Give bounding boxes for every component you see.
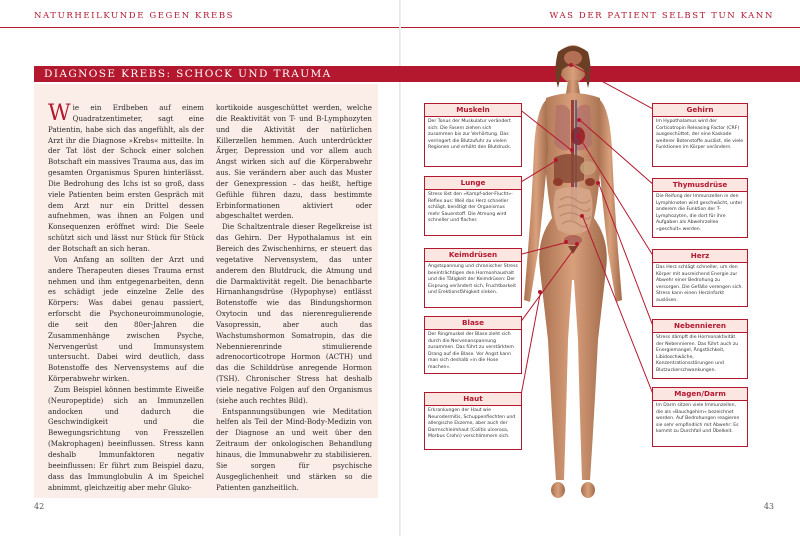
infobox-title: Herz [653,250,747,263]
chapter-banner [34,66,800,82]
running-head-right: WAS DER PATIENT SELBST TUN KANN [549,11,774,21]
infobox-blase [424,316,522,374]
paragraph-4: kortikoide ausgeschüttet werden, welche die Reaktivität von T- und B-Lymphozyten und die Aktivität der natürlichen Killerzellen hemmen. Auch unterdrückter Ärger, Depression und vor allem auch Angst wirken sich auf die Körperabwehr aus. Sie verändern aber auch das Muster der Genexpression – das heißt, heftige Gefühle führen dazu, dass bestimmte Erbinformationen aktiviert oder abgeschaltet werden. [216,103,372,221]
organ-marker-dot [577,118,581,122]
infobox-text: Stress dämpft die Hormonaktivität der Nebennieren. Das führt auch zu Energiemangel, Ängstlichkeit, Libidoschwäche, Konzentrationsstörungen und Blutzuckerschwankungen. [656,335,739,373]
infobox-text: Der Ringmuskel der Blase zieht sich durch die Nervenanspannung zusammen. Das führt zu verstärktem Drang auf die Blase. Vor Angst kann man sich deshalb »in die Hose machen«. [428,332,514,370]
infobox-title: Keimdrüsen [425,249,521,262]
infobox-thymusdr-se [652,178,748,238]
infobox-nebennieren [652,319,748,379]
organ-marker-dot [575,242,579,246]
infobox-title: Blase [425,317,521,330]
organ-marker-dot [580,214,584,218]
infobox-title: Nebennieren [653,320,747,333]
organ-marker-dot [554,158,558,162]
infobox-text: Im Hypothalamus wird der Corticotropin Releasing Factor (CRF) ausgeschüttet, der eine Kaskade weiterer Botenstoffe auslöst, die viele Funktionen im Körper verändern. [656,119,744,150]
infobox-haut [424,392,522,450]
organ-marker-dot [576,134,580,138]
infobox-herz [652,249,748,307]
page-number-left: 42 [34,502,45,511]
organ-marker-dot [538,290,542,294]
infobox-text: Die Reifung der Immunzellen in den Lymphknoten wird geschwächt, unter anderem die Funktion der T-Lymphozyten, die dort für ihre Aufgaben als Abwehrzellen »geschult« werden. [656,194,743,232]
infobox-title: Haut [425,393,521,406]
paragraph-2: Von Anfang an sollten der Arzt und andere Therapeuten dieses Trauma ernst nehmen und ihm entgegenarbeiten, denn es schädigt jede einzelne Zelle des Körpers: Was dabei genau passiert, erforscht die Psychoneuroimmunologie, die seit den 80er-Jahren die Zusammenhänge zwischen Psyche, Nervengerüst und Immunsystem untersucht. Dabei wird deutlich, dass Botenstoffe des Nervensystems auf die Körperabwehr wirken. [48,254,204,384]
paragraph-1-text: ie ein Erdbeben auf einem Quadratzentimeter, sagt eine Patientin, habe sich das angefühlt, als der Arzt ihr die Diagnose »Krebs« mitteilte. In der Tat löst der Schock einer solchen Botschaft ein massives Trauma aus, das im gesamten Organismus Spuren hinterlässt. Die Bedrohung des Ichs ist so groß, dass viele Patienten beim ersten Gespräch mit dem Arzt nur ein Drittel dessen aufnehmen, was ihnen an Folgen und Konsequenzen eröffnet wird: Die Seele schützt sich und lässt nur Stück für Stück der Botschaft an sich heran. [48,103,204,253]
page-number-right: 43 [763,502,774,511]
paragraph-1 [48,103,204,255]
paragraph-6: Entspannungsübungen wie Meditation helfen als Teil der Mind-Body-Medizin von der Diagnose an und weit über den Zeitraum der onkologischen Behandlung hinaus, die Immunabwehr zu stabilisieren. Sie sorgen für psychische Ausgeglichenheit und stärken so die Patienten ganzheitlich. [216,406,372,492]
infobox-text: Im Darm sitzen viele Immunzellen, die als »Bauchgehirn« bezeichnet werden. Auf Bedrohungen reagieren sie sehr empfindlich mit Abwehr: Es kommt zu Durchfall und Übelkeit. [656,403,740,434]
organ-marker-dot [596,181,600,185]
infobox-title: Lunge [425,177,521,190]
paragraph-3: Zum Beispiel können bestimmte Eiweiße (Neuropeptide) sich an Immunzellen andocken und dadurch die Geschwindigkeit und die Bewegungsrichtung von Fresszellen (Makrophagen) beeinflussen. Stress kann deshalb Immunfaktoren negativ beeinflussen: Er führt zum Beispiel dazu, dass das Immunglobulin A im Speichel abnimmt, gleichzeitig aber mehr Gluko- [48,384,204,492]
infobox-muskeln [424,103,522,167]
infobox-magen-darm [652,387,748,447]
chapter-title: DIAGNOSE KREBS: SCHOCK UND TRAUMA [44,68,332,80]
organ-marker-dot [570,148,574,152]
infobox-lunge [424,176,522,236]
running-head-left: NATURHEILKUNDE GEGEN KREBS [34,11,235,21]
text-column-2 [216,103,372,493]
text-column-1 [48,103,204,493]
drop-cap: W [48,101,71,126]
organ-marker-dot [564,240,568,244]
infobox-gehirn [652,103,748,167]
infobox-text: Der Tonus der Muskulatur verändert sich: Die Fasern ziehen sich zusammen bis zur Verhärtung. Das verringert die Blutzufuhr zu vielen Regionen und erhöht den Blutdruck. [428,119,512,150]
infobox-text: Angstspannung und chronischer Stress beeinträchtigen den Hormonhaushalt und die Tätigkeit der Keimdrüsen: Der Eisprung verändert sich, Fruchtbarkeit und Erektionsfähigkeit sinken. [428,264,518,295]
infobox-title: Magen/Darm [653,388,747,401]
infobox-text: Das Herz schlägt schneller, um den Körper mit ausreichend Energie zur Abwehr einer Bedrohung zu versorgen. Die Gefäße verengen sich. Stress kann einen Herzinfarkt auslösen. [656,265,743,303]
infobox-keimdr-sen [424,248,522,308]
infobox-title: Muskeln [425,104,521,117]
infobox-text: Erkrankungen der Haut wie Neurodermitis, Schuppenflechten und allergische Ekzeme, aber auch der Darmschleimhaut (Colitis ulcerosa, Morbus Crohn) verschlimmern sich. [428,408,516,439]
organ-marker-dot [569,63,573,67]
paragraph-5: Die Schaltzentrale dieser Regelkreise ist das Gehirn. Der Hypothalamus ist ein Bereich des Zwischenhirns, er steuert das vegetative Nervensystem, das unter anderem den Blutdruck, die Atmung und die Darmaktivität regelt. Die benachbarte Hirnanhangsdrüse (Hypophyse) entlässt Botenstoffe wie das Bindungshormon Oxytocin und das nierenregulierende Vasopressin, aber auch das Wachstumshormon Somatropin, das die Nebennierenrinde stimulierende adrenocorticotrope Hormon (ACTH) und das die Schilddrüse anregende Hormon (TSH). Chronischer Stress hat deshalb viele negative Folgen auf den Organismus (siehe auch rechtes Bild). [216,222,372,405]
infobox-text: Stress löst den »Kampf-oder-Flucht«-Reflex aus: Weil das Herz schneller schlägt, benötigt der Organismus mehr Sauerstoff. Die Atmung wird schneller und flacher. [428,192,513,223]
infobox-title: Thymusdrüse [653,179,747,192]
infobox-title: Gehirn [653,104,747,117]
